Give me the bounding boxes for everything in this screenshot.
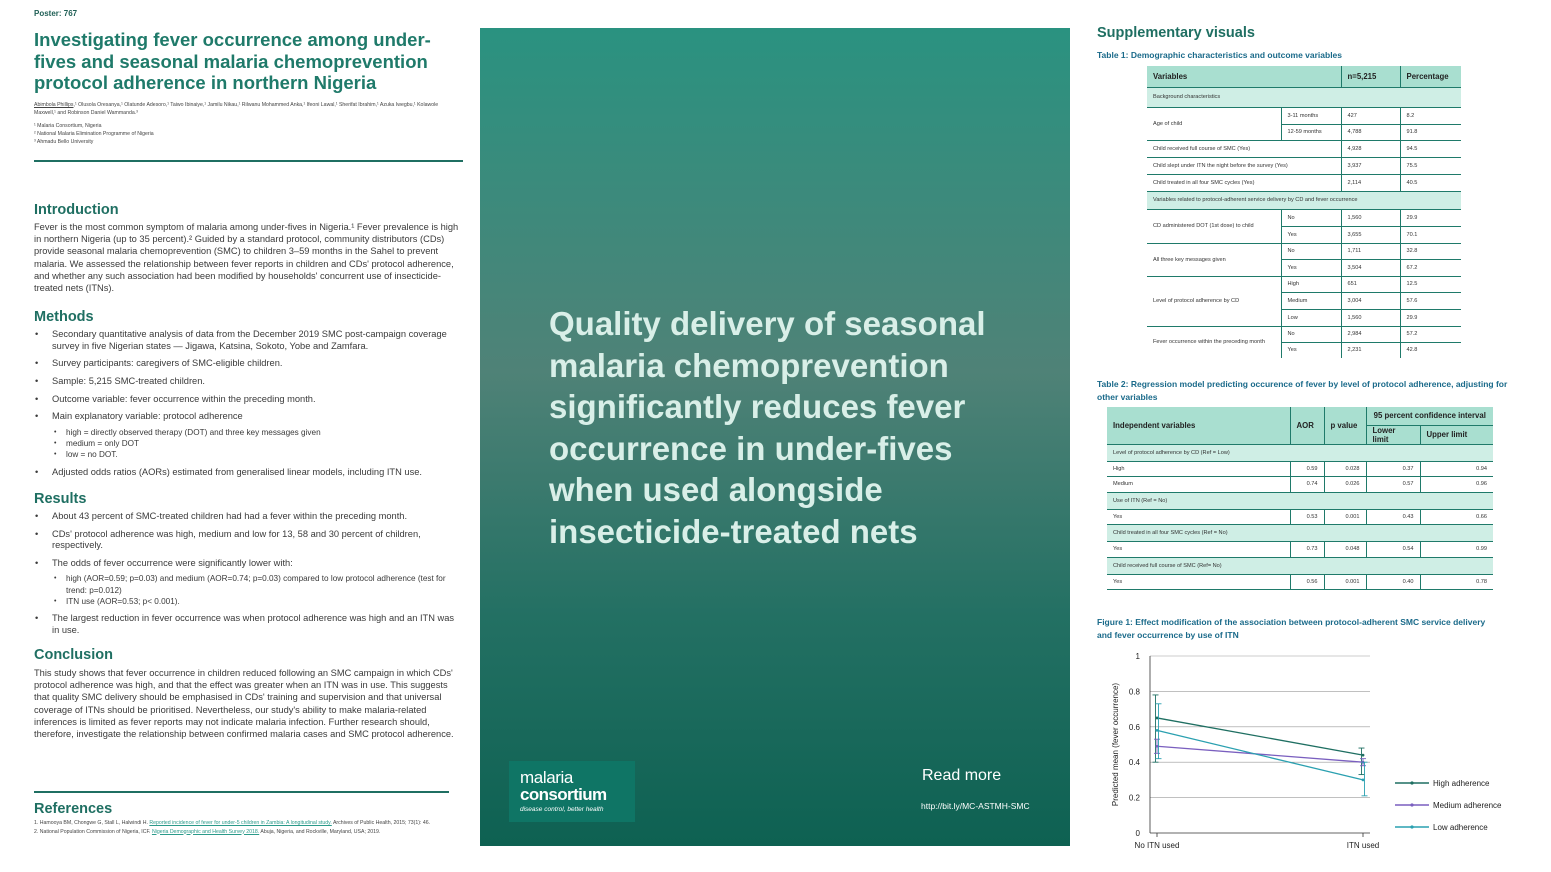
reference-text: 1. Hamooya BM, Chongwe G, Stall L, Halwindi H. bbox=[34, 820, 148, 826]
table-cell: 2,114 bbox=[1341, 174, 1400, 191]
column-header: 95 percent confidence interval bbox=[1366, 407, 1493, 425]
list-item: • Secondary quantitative analysis of data from the December 2019 SMC post-campaign coverage survey in five Nigerian states — Jigawa, Katsina, Sokoto, Yobe and Zamfara. bbox=[34, 329, 462, 352]
sub-list-item: • medium = only DOT bbox=[52, 438, 462, 449]
list-item bbox=[34, 411, 462, 460]
row-label: Yes bbox=[1107, 574, 1290, 590]
table-cell: 12.5 bbox=[1400, 276, 1461, 292]
table-cell: 0.56 bbox=[1290, 574, 1324, 590]
table2-caption: Table 2: Regression model predicting occurence of fever by level of protocol adherence, adjusting for other variables bbox=[1097, 379, 1508, 402]
band-label: Variables related to protocol-adherent service delivery by CD and fever occurrence bbox=[1147, 191, 1461, 209]
table-row bbox=[1147, 209, 1461, 226]
data-point bbox=[1362, 754, 1365, 757]
table-cell: 2,231 bbox=[1341, 342, 1400, 358]
table-cell: 0.59 bbox=[1290, 461, 1324, 477]
table-row bbox=[1107, 509, 1493, 525]
list-item: • CDs' protocol adherence was high, medium and low for 13, 58 and 30 percent of children, respectively. bbox=[34, 529, 462, 552]
table-cell: Medium bbox=[1281, 292, 1341, 309]
table-header-row bbox=[1147, 66, 1461, 87]
table-cell: 4,928 bbox=[1341, 140, 1400, 157]
table-row bbox=[1147, 174, 1461, 191]
sub-list bbox=[52, 573, 462, 607]
column-header: AOR bbox=[1290, 407, 1324, 444]
table-cell: 0.026 bbox=[1324, 477, 1366, 493]
poster-number: Poster: 767 bbox=[34, 9, 78, 18]
table-cell: 3,655 bbox=[1341, 226, 1400, 243]
table-cell: 651 bbox=[1341, 276, 1400, 292]
table-row bbox=[1147, 157, 1461, 174]
table-cell: 3,504 bbox=[1341, 259, 1400, 276]
data-point bbox=[1156, 745, 1159, 748]
column-header: Upper limit bbox=[1420, 425, 1493, 444]
row-label: CD administered DOT (1st dose) to child bbox=[1147, 209, 1281, 243]
table-cell: Low bbox=[1281, 309, 1341, 326]
table-cell: Yes bbox=[1281, 342, 1341, 358]
table-cell: 29.9 bbox=[1400, 309, 1461, 326]
table-row bbox=[1147, 276, 1461, 292]
table-row bbox=[1107, 461, 1493, 477]
conclusion-text: This study shows that fever occurrence in children reduced following an SMC campaign in which CDs' protocol adherence was high, and that the effect was greater when an ITN was in use. This suggests that quality SMC delivery should be emphasised in CDs' training and supervision and that universal coverage of ITNs should be prioritised. Nevertheless, our study's ability to make malaria-related inferences is limited as fever reports may not indicate malaria infection. Further research should, therefore, investigate the relationship between confirmed malaria cases and SMC protocol adherence. bbox=[34, 668, 454, 740]
row-label: Child slept under ITN the night before the survey (Yes) bbox=[1147, 157, 1341, 174]
reference-list bbox=[34, 819, 444, 836]
x-tick-label: ITN used bbox=[1346, 841, 1380, 850]
table-cell: 32.8 bbox=[1400, 243, 1461, 259]
table-row bbox=[1107, 542, 1493, 558]
sub-list-item: • high = directly observed therapy (DOT) and three key messages given bbox=[52, 427, 462, 438]
column-header: n=5,215 bbox=[1341, 66, 1400, 87]
references-heading: References bbox=[34, 801, 113, 817]
table-cell: 0.001 bbox=[1324, 509, 1366, 525]
table-cell: 0.028 bbox=[1324, 461, 1366, 477]
table-cell: 4,788 bbox=[1341, 124, 1400, 140]
table-cell: 1,711 bbox=[1341, 243, 1400, 259]
author-list bbox=[34, 101, 444, 117]
table-cell: 94.5 bbox=[1400, 140, 1461, 157]
table-cell: 0.73 bbox=[1290, 542, 1324, 558]
column-header: Independent variables bbox=[1107, 407, 1290, 444]
first-author: Abimbola Phillips bbox=[34, 102, 74, 108]
y-tick-label: 0.2 bbox=[1128, 793, 1140, 803]
demographics-table bbox=[1147, 66, 1461, 358]
table-cell: 0.54 bbox=[1366, 542, 1420, 558]
table-cell: High bbox=[1281, 276, 1341, 292]
table-band-row bbox=[1107, 525, 1493, 542]
list-item: • Outcome variable: fever occurrence within the preceding month. bbox=[34, 394, 462, 406]
list-item: • Sample: 5,215 SMC-treated children. bbox=[34, 376, 462, 388]
introduction-heading: Introduction bbox=[34, 202, 119, 218]
table-cell: 12-59 months bbox=[1281, 124, 1341, 140]
band-label: Use of ITN (Ref = No) bbox=[1107, 492, 1493, 509]
sub-list-item: • ITN use (AOR=0.53; p< 0.001). bbox=[52, 596, 462, 607]
series-line bbox=[1157, 730, 1363, 780]
figure1-caption: Figure 1: Effect modification of the association between protocol-adherent SMC service delivery and fever occurrence by use of ITN bbox=[1097, 617, 1486, 640]
title-divider bbox=[34, 160, 463, 162]
table-cell: 0.78 bbox=[1420, 574, 1493, 590]
legend-marker bbox=[1410, 825, 1413, 828]
list-item bbox=[34, 558, 462, 607]
reference-text: Abuja, Nigeria, and Rockville, Maryland, USA; 2019. bbox=[260, 828, 381, 835]
table-header-row bbox=[1107, 407, 1493, 425]
key-message-headline: Quality delivery of seasonal malaria chemoprevention significantly reduces fever occurrence in under-fives when used alongside insecticide-treated nets bbox=[549, 305, 986, 550]
table-cell: 8.2 bbox=[1400, 107, 1461, 124]
table-cell: 0.74 bbox=[1290, 477, 1324, 493]
table-cell: 0.57 bbox=[1366, 477, 1420, 493]
supplementary-heading: Supplementary visuals bbox=[1097, 25, 1255, 41]
row-label: Child treated in all four SMC cycles (Yes) bbox=[1147, 174, 1341, 191]
reference-text: 2. National Population Commission of Nigeria, ICF. bbox=[34, 828, 151, 835]
column-header: Variables bbox=[1147, 66, 1341, 87]
sub-list-item: • high (AOR=0.59; p=0.03) and medium (AOR=0.74; p=0.03) compared to low protocol adherence (test for trend: p=0.012) bbox=[52, 573, 462, 595]
table-cell: 0.66 bbox=[1420, 509, 1493, 525]
results-heading: Results bbox=[34, 491, 87, 507]
table-row bbox=[1147, 326, 1461, 342]
methods-list bbox=[34, 329, 462, 484]
y-tick-label: 1 bbox=[1135, 652, 1140, 661]
row-label: Medium bbox=[1107, 477, 1290, 493]
table-cell: 3,937 bbox=[1341, 157, 1400, 174]
key-message-panel bbox=[480, 28, 1070, 846]
column-header: p value bbox=[1324, 407, 1366, 444]
data-point bbox=[1156, 717, 1159, 720]
series-line bbox=[1157, 718, 1363, 755]
list-item: • The largest reduction in fever occurrence was when protocol adherence was high and an ITN was in use. bbox=[34, 613, 462, 636]
table-cell: 0.96 bbox=[1420, 477, 1493, 493]
list-item: • About 43 percent of SMC-treated children had had a fever within the preceding month. bbox=[34, 511, 462, 523]
read-more-label: Read more bbox=[922, 767, 1002, 784]
logo-text: malaria bbox=[520, 768, 573, 787]
legend-label: High adherence bbox=[1433, 779, 1490, 788]
y-tick-label: 0.8 bbox=[1128, 687, 1140, 697]
table-cell: 427 bbox=[1341, 107, 1400, 124]
row-label: Yes bbox=[1107, 542, 1290, 558]
regression-table-body bbox=[1107, 444, 1493, 590]
row-label: Level of protocol adherence by CD bbox=[1147, 276, 1281, 326]
logo-text: consortium bbox=[520, 785, 607, 804]
table1-caption: Table 1: Demographic characteristics and outcome variables bbox=[1097, 50, 1343, 60]
reference-link[interactable]: Nigeria Demographic and Health Survey 2018. bbox=[151, 828, 260, 835]
read-more-link[interactable]: http://bit.ly/MC-ASTMH-SMC bbox=[921, 801, 1030, 811]
table-cell: 91.8 bbox=[1400, 124, 1461, 140]
y-tick-label: 0 bbox=[1135, 829, 1140, 838]
data-point bbox=[1156, 729, 1159, 732]
table-row bbox=[1107, 477, 1493, 493]
table-cell: 1,560 bbox=[1341, 309, 1400, 326]
table-row bbox=[1107, 574, 1493, 590]
table-cell: 40.5 bbox=[1400, 174, 1461, 191]
table-row bbox=[1147, 107, 1461, 124]
legend-marker bbox=[1410, 781, 1413, 784]
affiliation: ¹ Malaria Consortium, Nigeria bbox=[34, 123, 102, 129]
table-band-row bbox=[1107, 557, 1493, 574]
row-label: Fever occurrence within the preceding month bbox=[1153, 339, 1265, 346]
table-row bbox=[1147, 243, 1461, 259]
sub-list-item: • low = no DOT. bbox=[52, 449, 462, 460]
table-cell: 3-11 months bbox=[1281, 107, 1341, 124]
conclusion-heading: Conclusion bbox=[34, 647, 113, 663]
legend-label: Low adherence bbox=[1433, 823, 1488, 832]
list-item: • Adjusted odds ratios (AORs) estimated from generalised linear models, including ITN use. bbox=[34, 467, 462, 479]
series-line bbox=[1157, 746, 1363, 762]
data-point bbox=[1362, 779, 1365, 782]
effect-modification-chart bbox=[1097, 648, 1527, 858]
affiliation: ² National Malaria Elimination Programme of Nigeria bbox=[34, 131, 154, 137]
regression-table bbox=[1107, 407, 1493, 590]
column-header: Lower limit bbox=[1366, 425, 1420, 444]
table-cell: 0.001 bbox=[1324, 574, 1366, 590]
table-band-row bbox=[1147, 87, 1461, 107]
table-band-row bbox=[1107, 492, 1493, 509]
sub-list bbox=[52, 427, 462, 461]
reference-item bbox=[34, 819, 444, 828]
y-tick-label: 0.6 bbox=[1128, 722, 1140, 732]
legend-label: Medium adherence bbox=[1433, 801, 1502, 810]
reference-text: Archives of Public Health, 2015; 73(1): 46. bbox=[332, 820, 431, 826]
results-list bbox=[34, 511, 462, 642]
table-cell: Yes bbox=[1281, 226, 1341, 243]
list-item-text: Main explanatory variable: protocol adherence bbox=[52, 411, 243, 422]
table-cell: 57.2 bbox=[1400, 326, 1461, 342]
table-cell: 0.53 bbox=[1290, 509, 1324, 525]
table-cell: 1,560 bbox=[1341, 209, 1400, 226]
table-band-row bbox=[1147, 191, 1461, 209]
column-header: Percentage bbox=[1400, 66, 1461, 87]
reference-link[interactable]: Reported incidence of fever for under-5 children in Zambia: A longitudinal study. bbox=[149, 820, 332, 826]
x-tick-label: No ITN used bbox=[1134, 841, 1180, 850]
table-cell: 75.5 bbox=[1400, 157, 1461, 174]
methods-heading: Methods bbox=[34, 309, 94, 325]
table-cell: 3,004 bbox=[1341, 292, 1400, 309]
poster-title: Investigating fever occurrence among under-fives and seasonal malaria chemoprevention protocol adherence in northern Nigeria bbox=[34, 29, 431, 93]
table-cell: 0.37 bbox=[1366, 461, 1420, 477]
table-cell: 67.2 bbox=[1400, 259, 1461, 276]
table-cell: No bbox=[1281, 209, 1341, 226]
logo-tagline: disease control, better health bbox=[520, 806, 604, 813]
table-cell: Yes bbox=[1281, 259, 1341, 276]
table-cell: 0.048 bbox=[1324, 542, 1366, 558]
affiliation: ³ Ahmadu Bello University bbox=[34, 139, 94, 145]
row-label: Child received full course of SMC (Yes) bbox=[1147, 140, 1341, 157]
other-authors: ,¹ Olusola Oresanya,¹ Olatunde Adesoro,¹ Taiwo Ibinaiye,¹ Jamilu Nikau,¹ Rilwanu Mohammed Anka,¹ Ifeoni Lawal,¹ Sherifat Ibrahim,¹ Azuka Iwegbu,¹ Kolawole Maxwell,¹ and Robinson Daniel Wammanda.³ bbox=[34, 102, 439, 116]
band-label: Child received full course of SMC (Ref= No) bbox=[1107, 557, 1493, 574]
table-cell: No bbox=[1281, 326, 1341, 342]
table-cell: 0.94 bbox=[1420, 461, 1493, 477]
row-label: Age of child bbox=[1147, 107, 1281, 140]
table-row bbox=[1147, 140, 1461, 157]
affiliations bbox=[34, 122, 444, 146]
reference-item bbox=[34, 828, 444, 837]
legend-marker bbox=[1410, 803, 1413, 806]
band-label: Background characteristics bbox=[1147, 87, 1461, 107]
list-item: • Survey participants: caregivers of SMC-eligible children. bbox=[34, 358, 462, 370]
band-label: Level of protocol adherence by CD (Ref = Low) bbox=[1107, 444, 1493, 461]
row-label: All three key messages given bbox=[1147, 243, 1281, 276]
y-axis-label: Predicted mean (fever occurrence) bbox=[1111, 682, 1120, 807]
list-item-text: The odds of fever occurrence were significantly lower with: bbox=[52, 557, 293, 568]
table-cell: 0.99 bbox=[1420, 542, 1493, 558]
band-label: Child treated in all four SMC cycles (Ref = No) bbox=[1107, 525, 1493, 542]
malaria-consortium-logo bbox=[509, 761, 635, 822]
row-label: High bbox=[1107, 461, 1290, 477]
references-divider bbox=[34, 791, 449, 793]
y-tick-label: 0.4 bbox=[1128, 758, 1140, 768]
table-cell: 0.43 bbox=[1366, 509, 1420, 525]
table-cell: 2,984 bbox=[1341, 326, 1400, 342]
introduction-text: Fever is the most common symptom of malaria among under-fives in Nigeria.¹ Fever prevalence is high in northern Nigeria (up to 35 percent).² Guided by a standard protocol, community distributors (CDs) provide seasonal malaria chemoprevention (SMC) to children 3–59 months in the Sahel to prevent malaria. We assessed the relationship between fever reports in children and CDs' protocol adherence, and whether any such association had been modified by households' concurrent use of insecticide-treated nets (ITNs). bbox=[34, 222, 459, 294]
table-cell: 29.9 bbox=[1400, 209, 1461, 226]
table-cell: No bbox=[1281, 243, 1341, 259]
table-cell: 57.6 bbox=[1400, 292, 1461, 309]
table-cell: 0.40 bbox=[1366, 574, 1420, 590]
table-cell: 42.8 bbox=[1400, 342, 1461, 358]
table-cell: 70.1 bbox=[1400, 226, 1461, 243]
table-band-row bbox=[1107, 444, 1493, 461]
row-label: Yes bbox=[1107, 509, 1290, 525]
